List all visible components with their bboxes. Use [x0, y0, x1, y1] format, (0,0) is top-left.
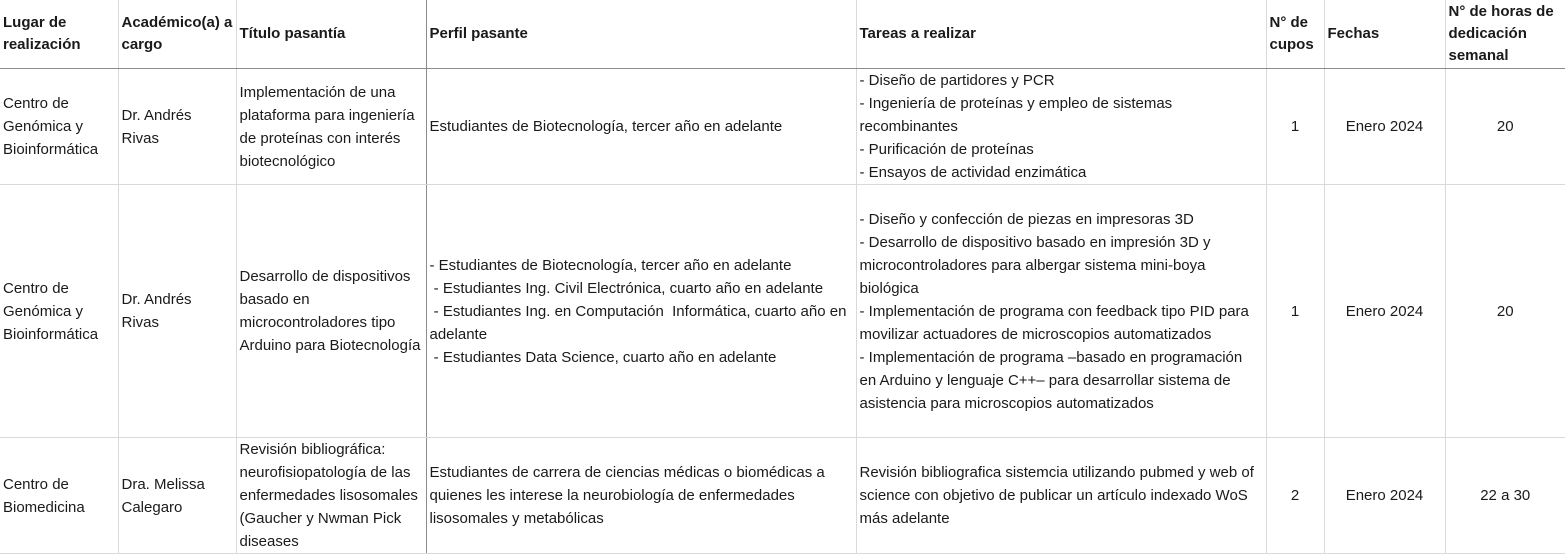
header-row: [0, 0, 1565, 69]
cell-horas: 20: [1445, 69, 1565, 185]
header-lugar: Lugar de realización: [0, 0, 118, 69]
cell-academico: Dr. Andrés Rivas: [118, 185, 236, 438]
cell-fechas: Enero 2024: [1324, 69, 1445, 185]
cell-cupos: 1: [1266, 69, 1324, 185]
header-titulo: Título pasantía: [236, 0, 426, 69]
tarea-line: - Purificación de proteínas: [859, 141, 1034, 158]
perfil-line: Estudiantes de Biotecnología, tercer año en adelante: [429, 118, 783, 135]
cell-cupos: 2: [1266, 438, 1324, 554]
tarea-line: - Diseño y confección de piezas en impresoras 3D: [859, 210, 1194, 228]
tarea-line: - Implementación de programa –basado en programación en Arduino y lenguaje C++– para desarrollar sistema de asistencia para microscopios automatizados: [859, 348, 1243, 412]
tarea-line: - Ingeniería de proteínas y empleo de sistemas recombinantes: [859, 95, 1173, 135]
header-tareas: Tareas a realizar: [856, 0, 1266, 69]
cell-fechas: Enero 2024: [1324, 185, 1445, 438]
cell-academico: Dra. Melissa Calegaro: [118, 438, 236, 554]
perfil-line: - Estudiantes de Biotecnología, tercer año en adelante: [429, 256, 792, 274]
header-cupos: N° de cupos: [1266, 0, 1324, 69]
perfil-line: - Estudiantes Ing. en Computación Informática, cuarto año en adelante: [429, 302, 851, 343]
table-row: [0, 69, 1565, 185]
perfil-line: - Estudiantes Data Science, cuarto año en adelante: [429, 348, 777, 366]
cell-perfil: [426, 185, 856, 438]
tarea-line: - Implementación de programa con feedback tipo PID para movilizar actuadores de microscopios automatizados: [859, 302, 1249, 343]
header-perfil: Perfil pasante: [426, 0, 856, 69]
cell-perfil: [426, 69, 856, 185]
tarea-line: - Diseño de partidores y PCR: [859, 72, 1055, 89]
tarea-line: - Ensayos de actividad enzimática: [859, 164, 1087, 181]
header-academico: Académico(a) a cargo: [118, 0, 236, 69]
cell-tareas: [856, 185, 1266, 438]
cell-horas: 20: [1445, 185, 1565, 438]
cell-perfil: [426, 438, 856, 554]
cell-academico: Dr. Andrés Rivas: [118, 69, 236, 185]
cell-horas: 22 a 30: [1445, 438, 1565, 554]
cell-cupos: 1: [1266, 185, 1324, 438]
table-row: [0, 185, 1565, 438]
cell-titulo: Revisión bibliográfica: neurofisiopatología de las enfermedades lisosomales (Gaucher y Nwman Pick diseases: [236, 438, 426, 554]
cell-lugar: Centro de Biomedicina: [0, 438, 118, 554]
header-horas: N° de horas de dedicación semanal: [1445, 0, 1565, 69]
cell-fechas: Enero 2024: [1324, 438, 1445, 554]
cell-lugar: Centro de Genómica y Bioinformática: [0, 185, 118, 438]
table-row: [0, 438, 1565, 554]
cell-tareas: [856, 69, 1266, 185]
header-fechas: Fechas: [1324, 0, 1445, 69]
tarea-line: Revisión bibliografica sistemcia utilizando pubmed y web of science con objetivo de publicar un artículo indexado WoS más adelante: [859, 464, 1254, 527]
cell-titulo: Implementación de una plataforma para ingeniería de proteínas con interés biotecnológico: [236, 69, 426, 185]
cell-lugar: Centro de Genómica y Bioinformática: [0, 69, 118, 185]
perfil-line: Estudiantes de carrera de ciencias médicas o biomédicas a quienes les interese la neurobiología de enfermedades lisosomales y metabólicas: [429, 464, 825, 527]
perfil-line: - Estudiantes Ing. Civil Electrónica, cuarto año en adelante: [429, 279, 824, 297]
cell-tareas: [856, 438, 1266, 554]
cell-titulo: Desarrollo de dispositivos basado en microcontroladores tipo Arduino para Biotecnología: [236, 185, 426, 438]
tarea-line: - Desarrollo de dispositivo basado en impresión 3D y microcontroladores para albergar sistema mini-boya biológica: [859, 233, 1211, 297]
